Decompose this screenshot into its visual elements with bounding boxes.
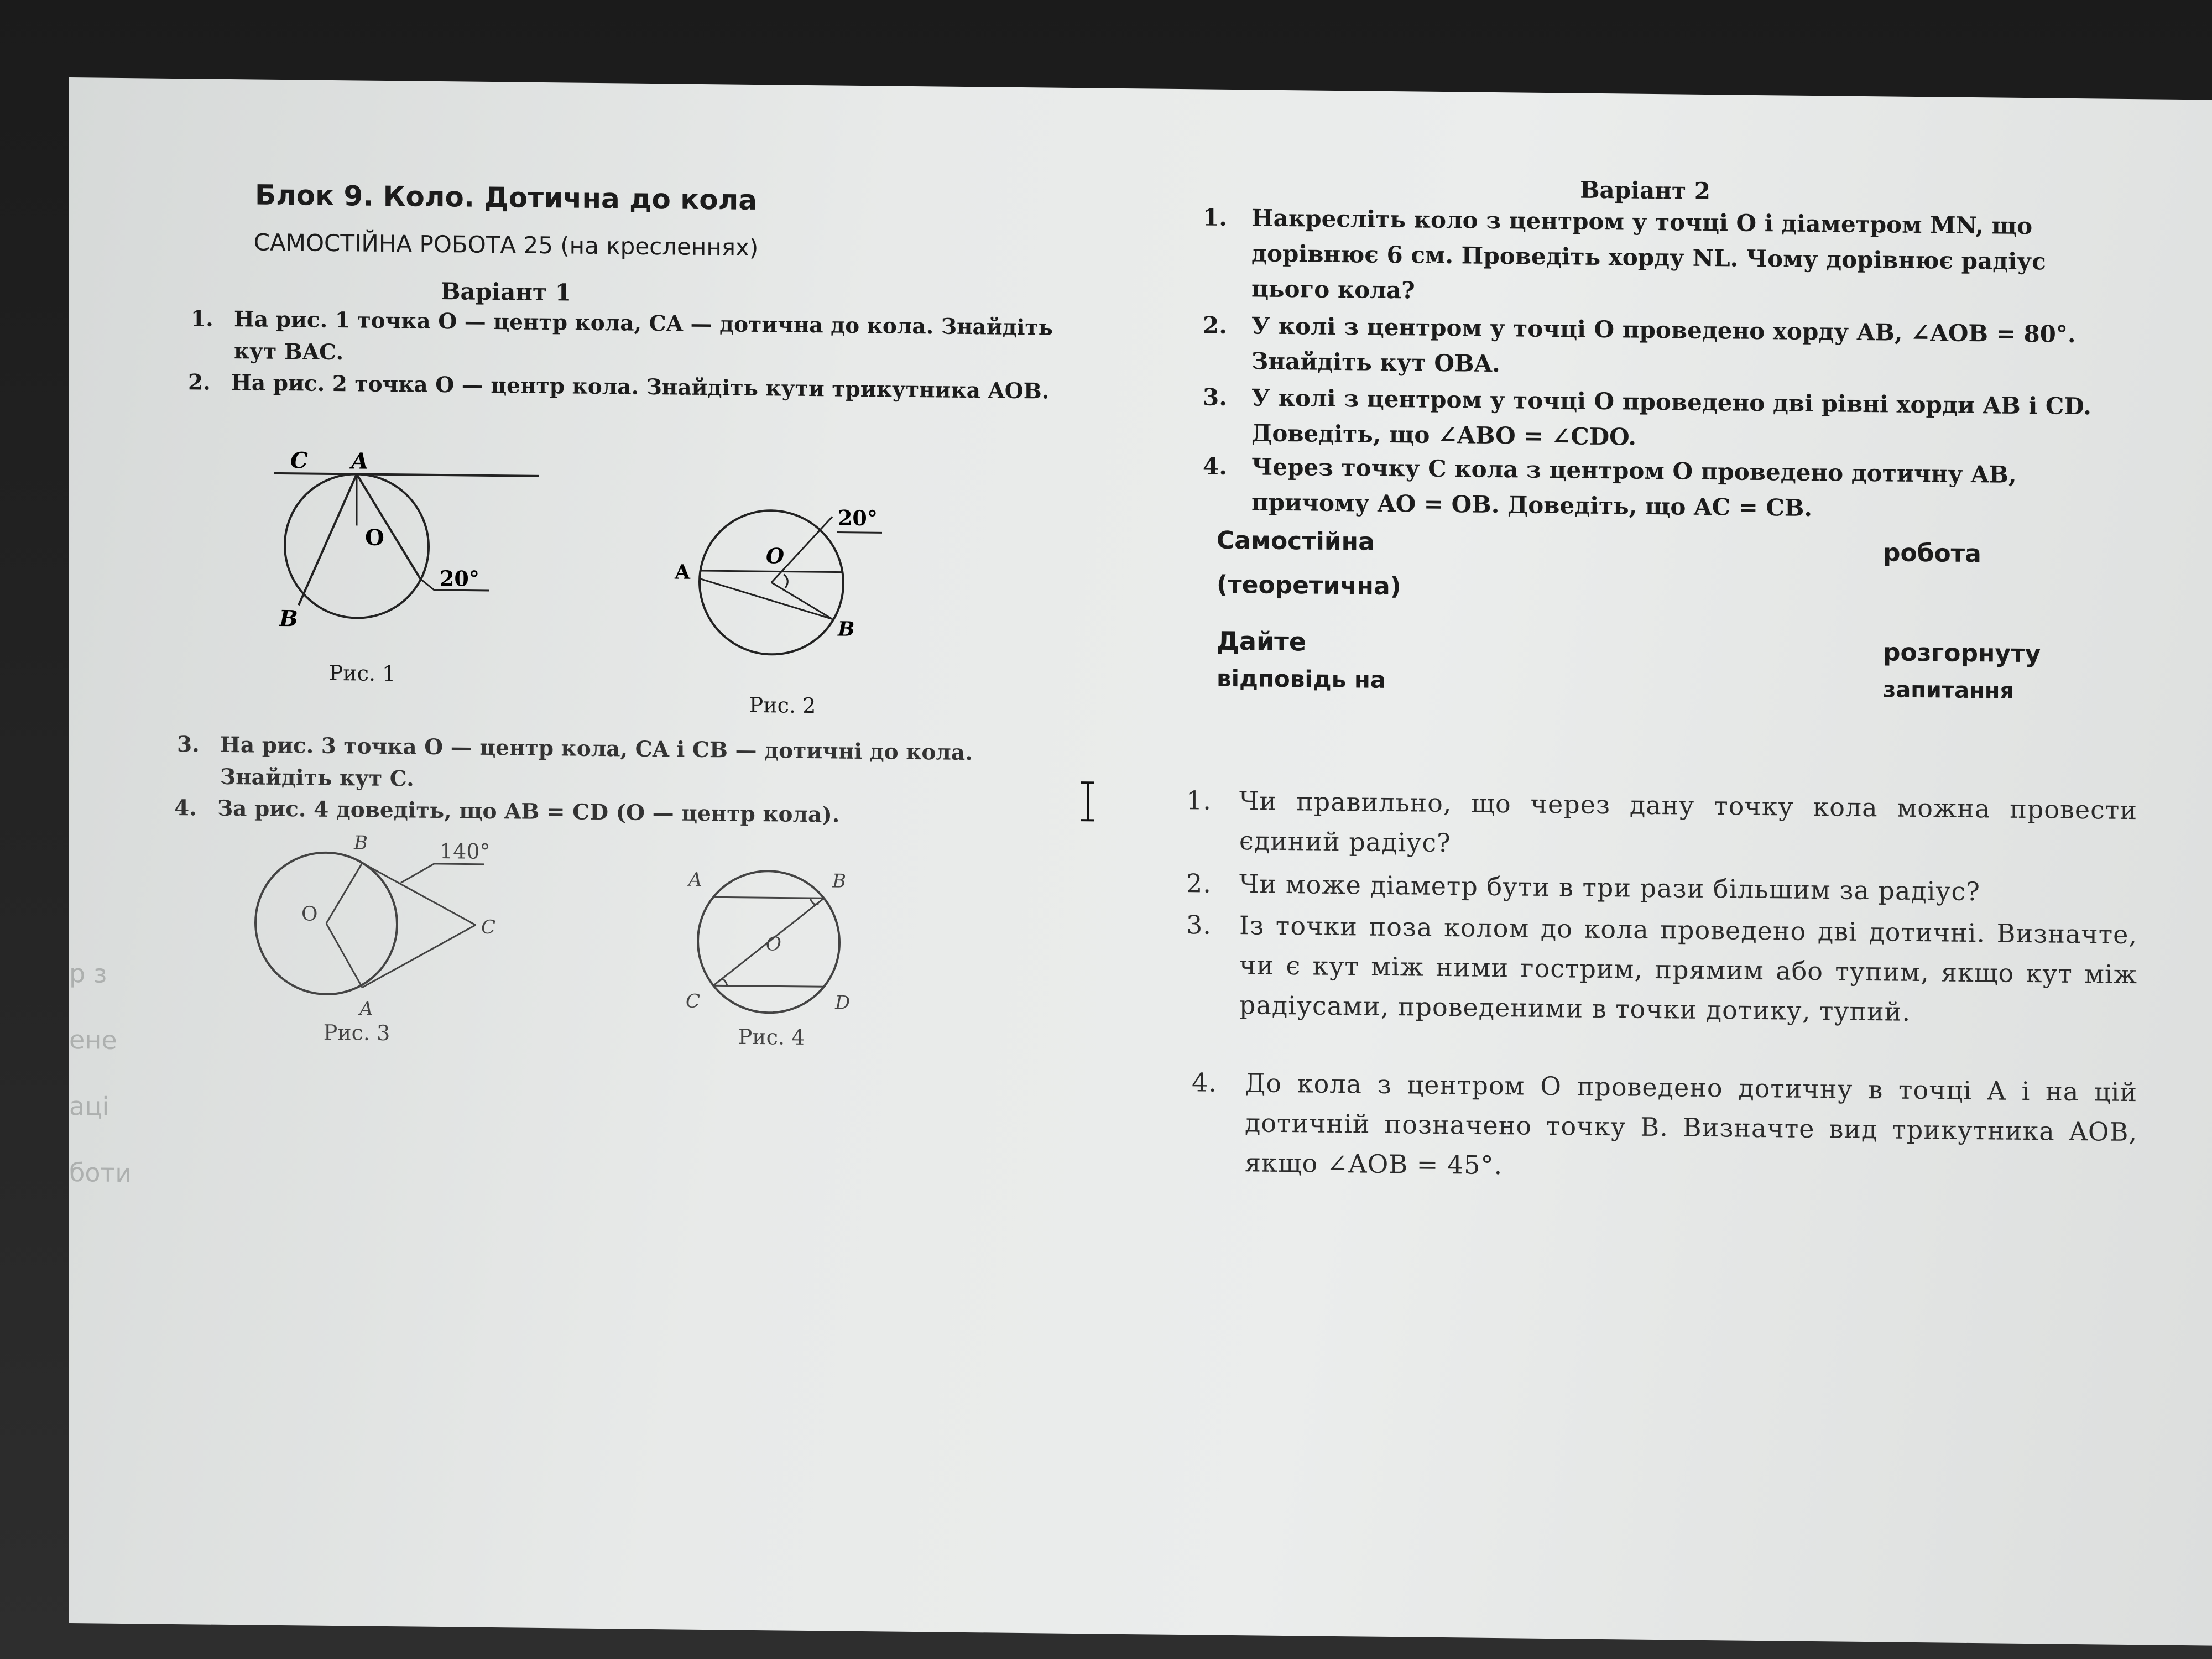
- angle-arc: [784, 575, 787, 588]
- question-text: Чи може діаметр бути в три рази більшим за радіус?: [1239, 869, 1980, 907]
- leader: [401, 863, 434, 883]
- text-cursor-icon: [1077, 779, 1099, 823]
- label-angle: 20°: [440, 566, 479, 591]
- theory-label-b: робота: [1883, 539, 1981, 568]
- label-o: O: [365, 524, 384, 551]
- variant1-heading: Варіант 1: [441, 278, 571, 306]
- figure-3-caption: Рис. 3: [323, 1020, 390, 1046]
- task-number: 2.: [188, 369, 211, 395]
- variant2-task-3: [1203, 379, 2110, 460]
- task-text: Через точку C кола з центром O проведено дотичну AB, причому AO = OB. Доведіть, що AC = CB.: [1251, 453, 2017, 522]
- variant1-task-1: [191, 302, 1053, 375]
- leader: [420, 579, 434, 590]
- task-text: За рис. 4 доведіть, що AB = CD (O — центр кола).: [217, 795, 840, 828]
- chord-ab: [701, 579, 832, 619]
- question-text: До кола з центром O проведено дотичну в точці A і на цій дотичній позначено точку B. Визначте вид трикутника AOB, якщо ∠AOB = 45°.: [1245, 1068, 2137, 1181]
- label-c: C: [481, 916, 496, 939]
- figure-1-caption: Рис. 1: [328, 660, 396, 686]
- task-number: 2.: [1203, 311, 1227, 339]
- diameter: [701, 571, 842, 572]
- label-o: O: [766, 933, 781, 956]
- chord-ab: [713, 897, 824, 898]
- work-title: САМОСТІЙНА РОБОТА 25 (на кресленнях): [253, 228, 759, 262]
- background-window-text: [69, 940, 147, 1217]
- theory-label-a: Самостійна: [1217, 526, 1375, 556]
- theory-question-4: [1192, 1062, 2137, 1192]
- variant1-task-3: [177, 728, 1053, 802]
- question-number: 2.: [1186, 868, 1212, 899]
- question-number: 3.: [1186, 910, 1212, 940]
- theory-label-f: відповідь на: [1217, 664, 1386, 693]
- figure-1: [252, 422, 561, 658]
- figure-2-caption: Рис. 2: [749, 692, 816, 718]
- theory-label-e: розгорнуту: [1883, 638, 2041, 669]
- theory-label-g: запитання: [1883, 677, 2015, 704]
- question-text: Чи правильно, що через дану точку кола можна провести єдиний радіус?: [1239, 786, 2137, 858]
- task-number: 1.: [1203, 204, 1227, 231]
- question-text: Із точки поза колом до кола проведено дві дотичні. Визначте, чи є кут між ними гострим, прямим або тупим, якщо кут між радіусами, проведеними в точки дотику, тупий.: [1239, 910, 2137, 1027]
- task-text: На рис. 3 точка O — центр кола, CA і CB — дотичні до кола. Знайдіть кут C.: [220, 732, 973, 792]
- label-b: B: [279, 605, 298, 632]
- label-a: A: [688, 868, 702, 891]
- variant2-task-4: [1203, 448, 2110, 529]
- task-text: У колі з центром у точці O проведено хорду AB, ∠AOB = 80°. Знайдіть кут OBA.: [1251, 312, 2076, 378]
- radius-ob: [326, 863, 362, 924]
- figure-4-caption: Рис. 4: [738, 1024, 805, 1050]
- angle-mark-c: [721, 979, 727, 985]
- chord-cd: [713, 985, 824, 987]
- task-text: На рис. 1 точка O — центр кола, CA — дотична до кола. Знайдіть кут BAC.: [234, 306, 1053, 366]
- ghost-line: аці: [69, 1091, 109, 1121]
- variant2-heading: Варіант 2: [1580, 176, 1710, 205]
- tangent-line: [274, 473, 539, 476]
- label-angle: 140°: [440, 839, 491, 864]
- label-o: O: [766, 543, 785, 568]
- task-number: 3.: [177, 732, 200, 758]
- theory-label-c: (теоретична): [1217, 570, 1401, 601]
- figure-2: [661, 460, 971, 695]
- label-b: B: [354, 832, 368, 854]
- block-title: Блок 9. Коло. Дотична до кола: [255, 179, 757, 217]
- document-screen: [69, 77, 2212, 1646]
- figure-3: [235, 831, 545, 1045]
- theory-question-3: [1186, 905, 2137, 1034]
- ghost-line: ене: [69, 1025, 117, 1055]
- label-b: B: [838, 617, 855, 641]
- theory-question-2: [1186, 863, 2137, 913]
- task-number: 4.: [1203, 452, 1227, 480]
- task-text: На рис. 2 точка O — центр кола. Знайдіть кути трикутника AOB.: [231, 370, 1050, 404]
- label-a: A: [675, 560, 690, 584]
- label-a: A: [351, 448, 369, 474]
- angle-mark-b: [810, 898, 818, 904]
- variant2-task-2: [1203, 307, 2104, 388]
- theory-label-d: Дайте: [1217, 625, 1307, 657]
- theory-question-1: [1186, 780, 2137, 870]
- label-c: C: [686, 990, 701, 1013]
- task-number: 3.: [1203, 383, 1227, 411]
- question-number: 4.: [1192, 1067, 1217, 1098]
- radius-oa: [326, 924, 362, 988]
- variant2-task-1: [1203, 200, 2104, 315]
- radius-ob: [771, 582, 832, 619]
- label-o: O: [301, 902, 318, 926]
- task-number: 4.: [174, 795, 197, 821]
- label-angle: 20°: [838, 505, 878, 531]
- tangent-ca: [362, 924, 476, 989]
- label-d: D: [835, 992, 851, 1014]
- question-number: 1.: [1186, 785, 1212, 816]
- label-b: B: [832, 870, 846, 893]
- label-c: C: [290, 447, 308, 474]
- task-number: 1.: [191, 306, 213, 332]
- task-text: У колі з центром у точці O проведено дві рівні хорди AB і CD. Доведіть, що ∠ABO = ∠CDO.: [1251, 384, 2091, 451]
- ghost-line: р з: [69, 958, 107, 989]
- ghost-line: боти: [69, 1157, 132, 1188]
- task-text: Накресліть коло з центром у точці O і діаметром MN, що дорівнює 6 см. Проведіть хорду NL. Чому дорівнює радіус цього кола?: [1251, 204, 2046, 304]
- label-a: A: [359, 998, 373, 1020]
